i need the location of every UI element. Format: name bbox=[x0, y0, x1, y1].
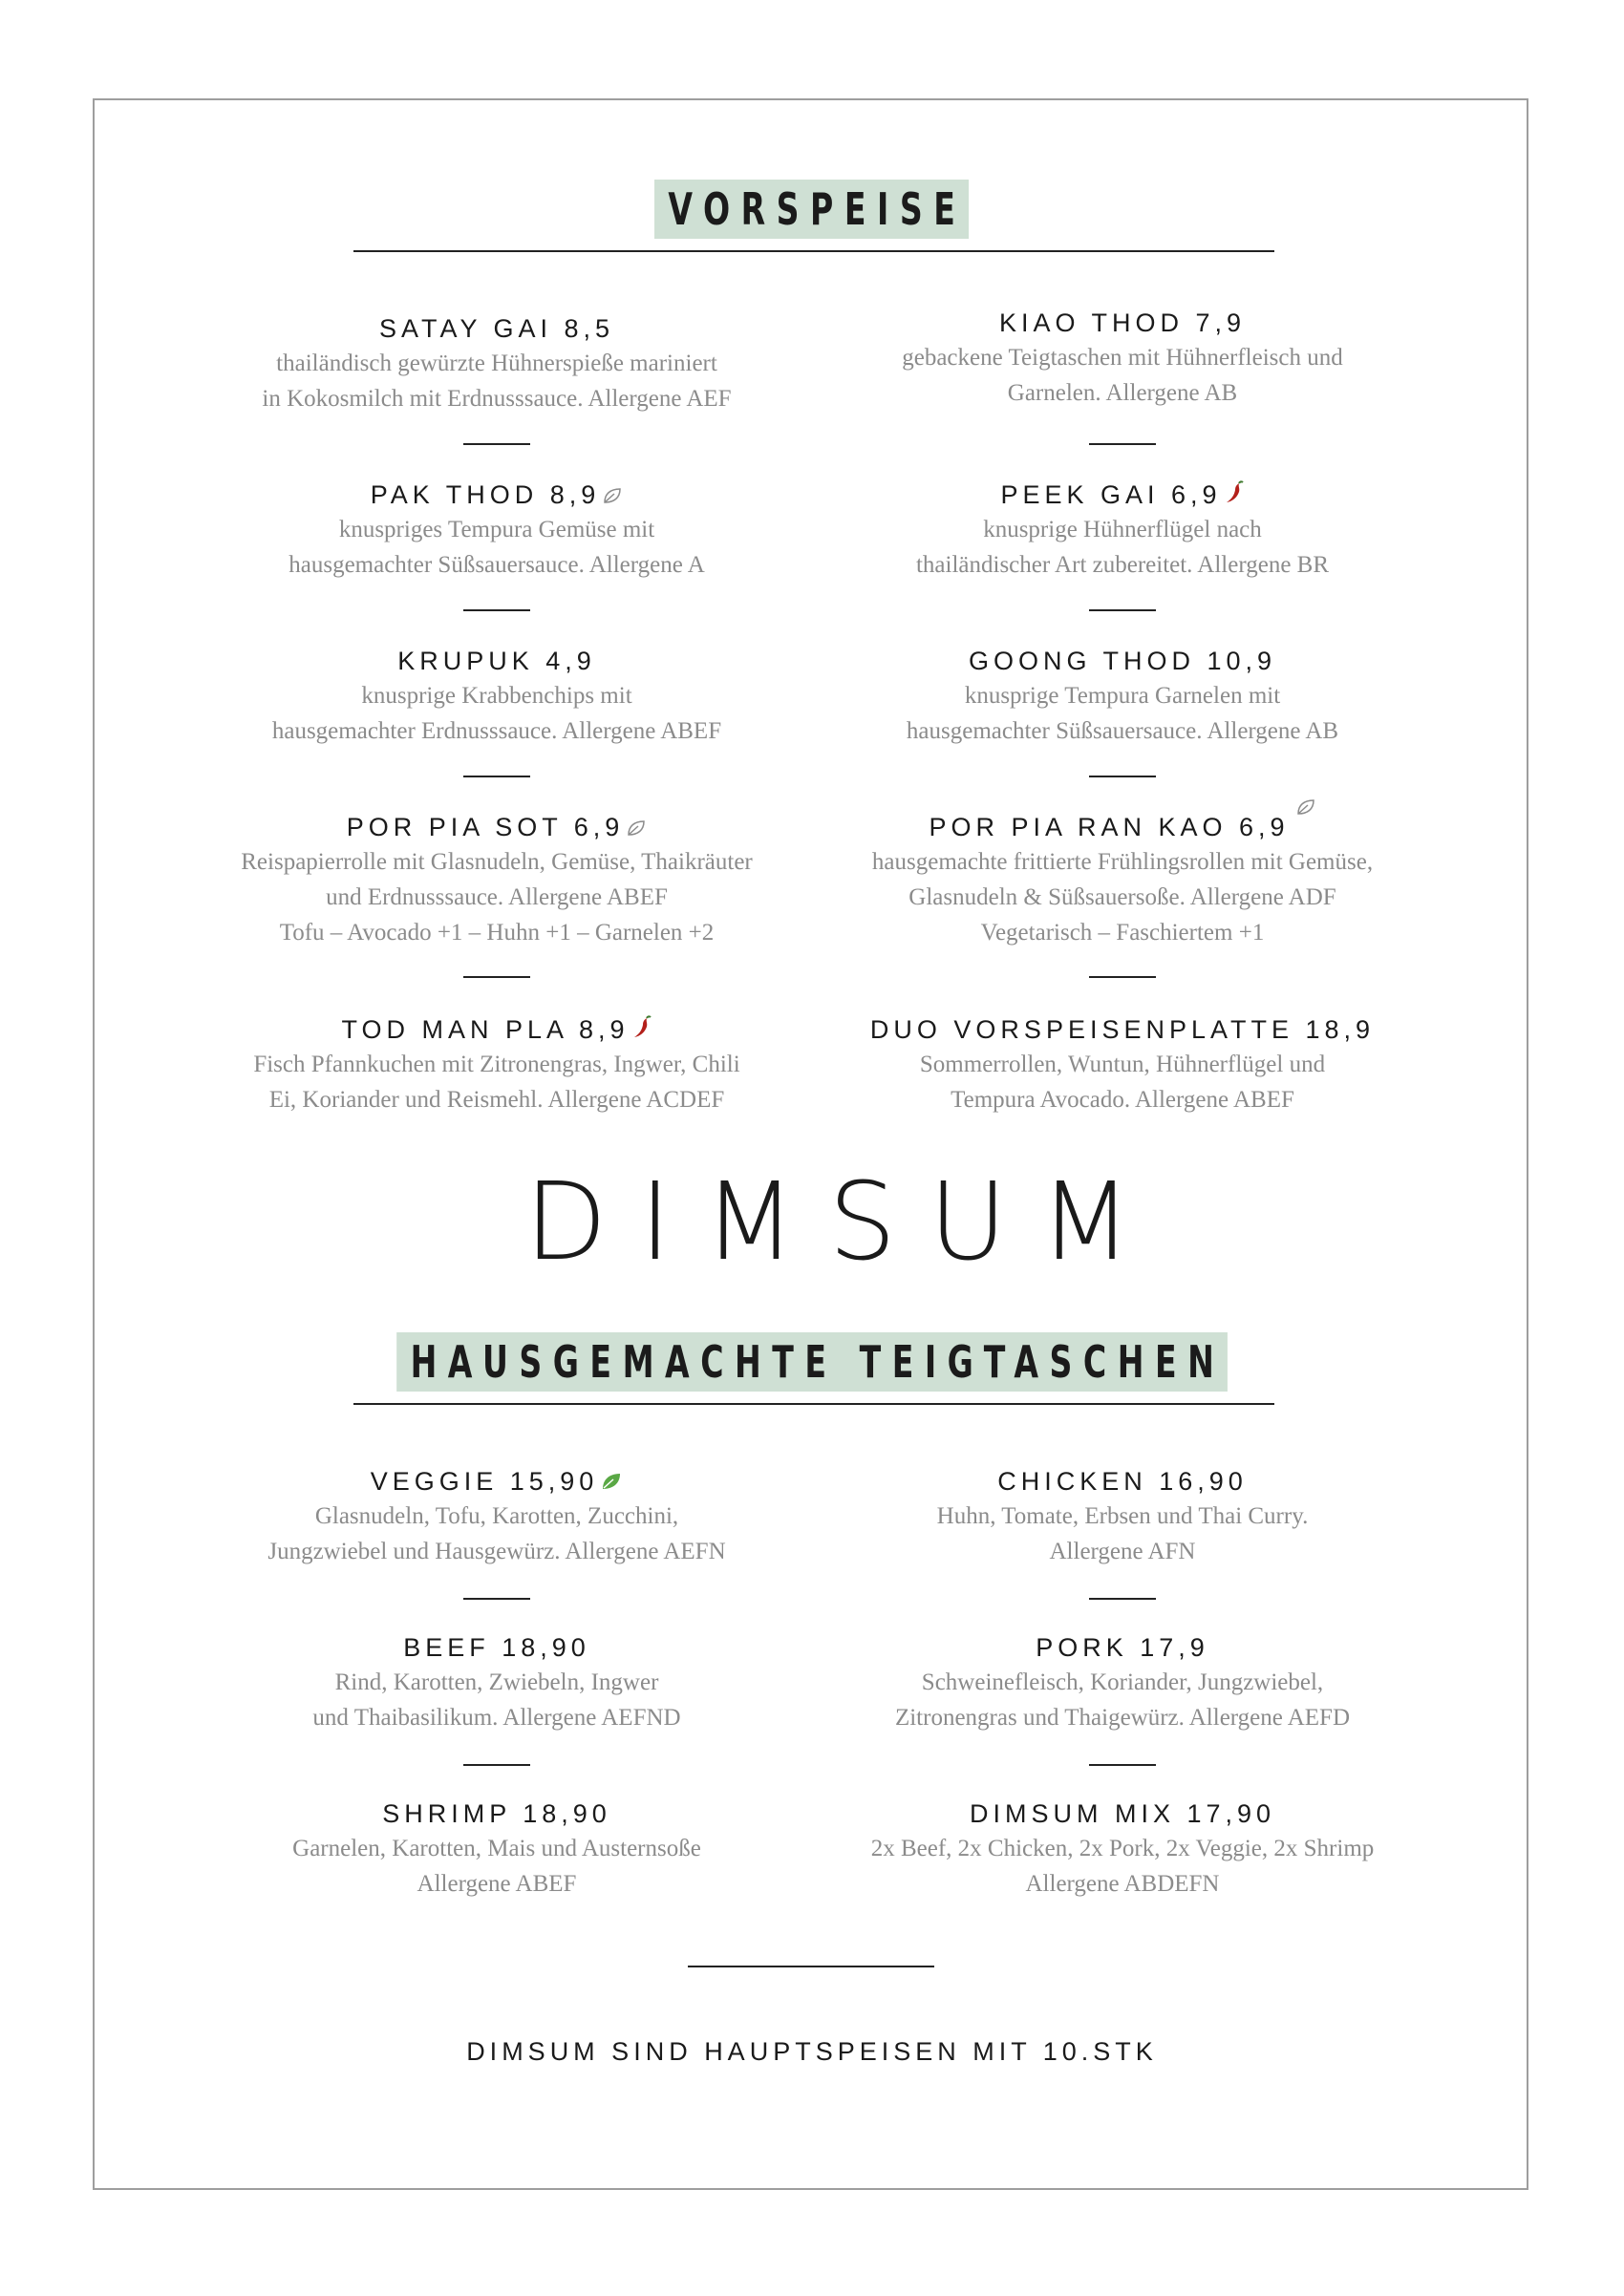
section-title-teigtaschen bbox=[0, 1332, 1624, 1392]
item-desc: knusprige Hühnerflügel nach bbox=[983, 517, 1262, 542]
item-separator bbox=[1089, 443, 1156, 445]
item-desc: in Kokosmilch mit Erdnusssauce. Allergene AEF bbox=[262, 386, 732, 412]
item-name: SHRIMP 18,90 bbox=[382, 1799, 611, 1828]
item-name: GOONG THOD 10,9 bbox=[968, 647, 1277, 675]
item-desc: Glasnudeln, Tofu, Karotten, Zucchini, bbox=[314, 1503, 679, 1529]
item-name: DUO VORSPEISENPLATTE 18,9 bbox=[869, 1015, 1376, 1044]
menu-item-veggie bbox=[186, 1464, 807, 1569]
item-separator bbox=[463, 776, 530, 777]
menu-item-por-pia-sot bbox=[186, 810, 807, 950]
item-separator bbox=[463, 1764, 530, 1766]
menu-item-goong-thod bbox=[812, 644, 1433, 749]
item-desc: Glasnudeln & Süßsauersoße. Allergene ADF bbox=[908, 884, 1336, 910]
chili-icon bbox=[1224, 479, 1245, 514]
menu-item-satay-gai bbox=[186, 311, 807, 416]
item-separator bbox=[1089, 609, 1156, 611]
leaf-outline-icon bbox=[602, 479, 623, 514]
menu-item-dimsum-mix bbox=[812, 1796, 1433, 1902]
chili-icon bbox=[631, 1014, 652, 1049]
item-desc: Fisch Pfannkuchen mit Zitronengras, Ingwer, Chili bbox=[253, 1052, 740, 1077]
item-name: POR PIA SOT 6,9 bbox=[346, 813, 625, 841]
item-name: POR PIA RAN KAO 6,9 bbox=[929, 813, 1290, 841]
item-desc: thailändischer Art zubereitet. Allergene BR bbox=[915, 552, 1330, 578]
footer-note: DIMSUM SIND HAUPTSPEISEN MIT 10.STK bbox=[466, 2037, 1158, 2066]
item-desc: Huhn, Tomate, Erbsen und Thai Curry. bbox=[936, 1503, 1309, 1529]
item-separator bbox=[1089, 1598, 1156, 1600]
item-name: SATAY GAI 8,5 bbox=[378, 314, 615, 343]
item-desc: Garnelen, Karotten, Mais und Austernsoße bbox=[292, 1836, 701, 1861]
item-name: TOD MAN PLA 8,9 bbox=[341, 1015, 630, 1044]
item-desc: hausgemachter Süßsauersauce. Allergene AB bbox=[906, 718, 1339, 744]
leaf-outline-icon bbox=[1295, 791, 1316, 825]
item-desc: Jungzwiebel und Hausgewürz. Allergene AEFN bbox=[267, 1539, 726, 1564]
menu-item-peek-gai bbox=[812, 478, 1433, 583]
item-separator bbox=[1089, 776, 1156, 777]
item-desc: Allergene ABDEFN bbox=[1025, 1871, 1220, 1897]
item-desc: Sommerrollen, Wuntun, Hühnerflügel und bbox=[919, 1052, 1326, 1077]
item-name: PORK 17,9 bbox=[1036, 1633, 1209, 1662]
vorspeise-divider bbox=[353, 250, 1274, 252]
menu-item-tod-man-pla bbox=[186, 1012, 807, 1117]
item-desc: Tofu – Avocado +1 – Huhn +1 – Garnelen +2 bbox=[279, 920, 715, 946]
menu-item-pak-thod bbox=[186, 478, 807, 583]
item-name: VEGGIE 15,90 bbox=[370, 1467, 599, 1496]
item-desc: knusprige Tempura Garnelen mit bbox=[964, 683, 1281, 709]
item-desc: Vegetarisch – Faschiertem +1 bbox=[980, 920, 1265, 946]
item-name: KRUPUK 4,9 bbox=[397, 647, 596, 675]
item-desc: und Erdnusssauce. Allergene ABEF bbox=[326, 884, 668, 910]
leaf-outline-icon bbox=[626, 812, 647, 846]
menu-item-beef bbox=[186, 1630, 807, 1735]
menu-item-chicken bbox=[812, 1464, 1433, 1569]
item-desc: Ei, Koriander und Reismehl. Allergene ACDEF bbox=[268, 1087, 725, 1113]
item-desc: gebackene Teigtaschen mit Hühnerfleisch und bbox=[902, 345, 1343, 371]
item-desc: Allergene AFN bbox=[1049, 1539, 1196, 1564]
item-separator bbox=[1089, 1764, 1156, 1766]
item-desc: Allergene ABEF bbox=[417, 1871, 577, 1897]
item-name: DIMSUM MIX 17,90 bbox=[969, 1799, 1276, 1828]
menu-item-pork bbox=[812, 1630, 1433, 1735]
item-desc: Zitronengras und Thaigewürz. Allergene AEFD bbox=[894, 1705, 1351, 1731]
menu-item-shrimp bbox=[186, 1796, 807, 1902]
item-desc: Tempura Avocado. Allergene ABEF bbox=[951, 1087, 1294, 1113]
item-separator bbox=[1089, 976, 1156, 978]
item-desc: Rind, Karotten, Zwiebeln, Ingwer bbox=[334, 1669, 659, 1695]
item-name: PEEK GAI 6,9 bbox=[1000, 480, 1222, 509]
item-desc: Reispapierrolle mit Glasnudeln, Gemüse, Thaikräuter bbox=[241, 849, 753, 875]
item-desc: hausgemachter Erdnusssauce. Allergene ABEF bbox=[271, 718, 722, 744]
item-desc: thailändisch gewürzte Hühnerspieße mariniert bbox=[276, 351, 717, 376]
item-separator bbox=[463, 1598, 530, 1600]
vorspeise-title: VORSPEISE bbox=[654, 180, 969, 239]
footer-divider bbox=[688, 1966, 934, 1967]
item-separator bbox=[463, 976, 530, 978]
item-desc: Schweinefleisch, Koriander, Jungzwiebel, bbox=[921, 1669, 1324, 1695]
item-separator bbox=[463, 443, 530, 445]
leaf-filled-icon bbox=[600, 1466, 623, 1500]
menu-item-por-pia-ran-kao bbox=[812, 810, 1433, 950]
dimsum-subtitle: HAUSGEMACHTE TEIGTASCHEN bbox=[396, 1332, 1228, 1392]
dimsum-title: DIMSUM bbox=[524, 1160, 1165, 1285]
item-desc: Garnelen. Allergene AB bbox=[1007, 380, 1238, 406]
item-desc: knusprige Krabbenchips mit bbox=[361, 683, 632, 709]
item-name: PAK THOD 8,9 bbox=[370, 480, 601, 509]
section-title-vorspeise bbox=[0, 180, 1624, 239]
menu-item-duo-vorspeisenplatte bbox=[812, 1012, 1433, 1117]
item-desc: knuspriges Tempura Gemüse mit bbox=[338, 517, 655, 542]
item-name: CHICKEN 16,90 bbox=[997, 1467, 1248, 1496]
item-name: KIAO THOD 7,9 bbox=[998, 308, 1247, 337]
item-desc: hausgemachte frittierte Frühlingsrollen mit Gemüse, bbox=[871, 849, 1374, 875]
dimsum-divider bbox=[353, 1403, 1274, 1405]
menu-item-krupuk bbox=[186, 644, 807, 749]
menu-item-kiao-thod bbox=[812, 306, 1433, 411]
item-separator bbox=[463, 609, 530, 611]
item-name: BEEF 18,90 bbox=[403, 1633, 590, 1662]
item-desc: und Thaibasilikum. Allergene AEFND bbox=[312, 1705, 681, 1731]
item-desc: 2x Beef, 2x Chicken, 2x Pork, 2x Veggie, 2x Shrimp bbox=[870, 1836, 1375, 1861]
item-desc: hausgemachter Süßsauersauce. Allergene A bbox=[288, 552, 705, 578]
